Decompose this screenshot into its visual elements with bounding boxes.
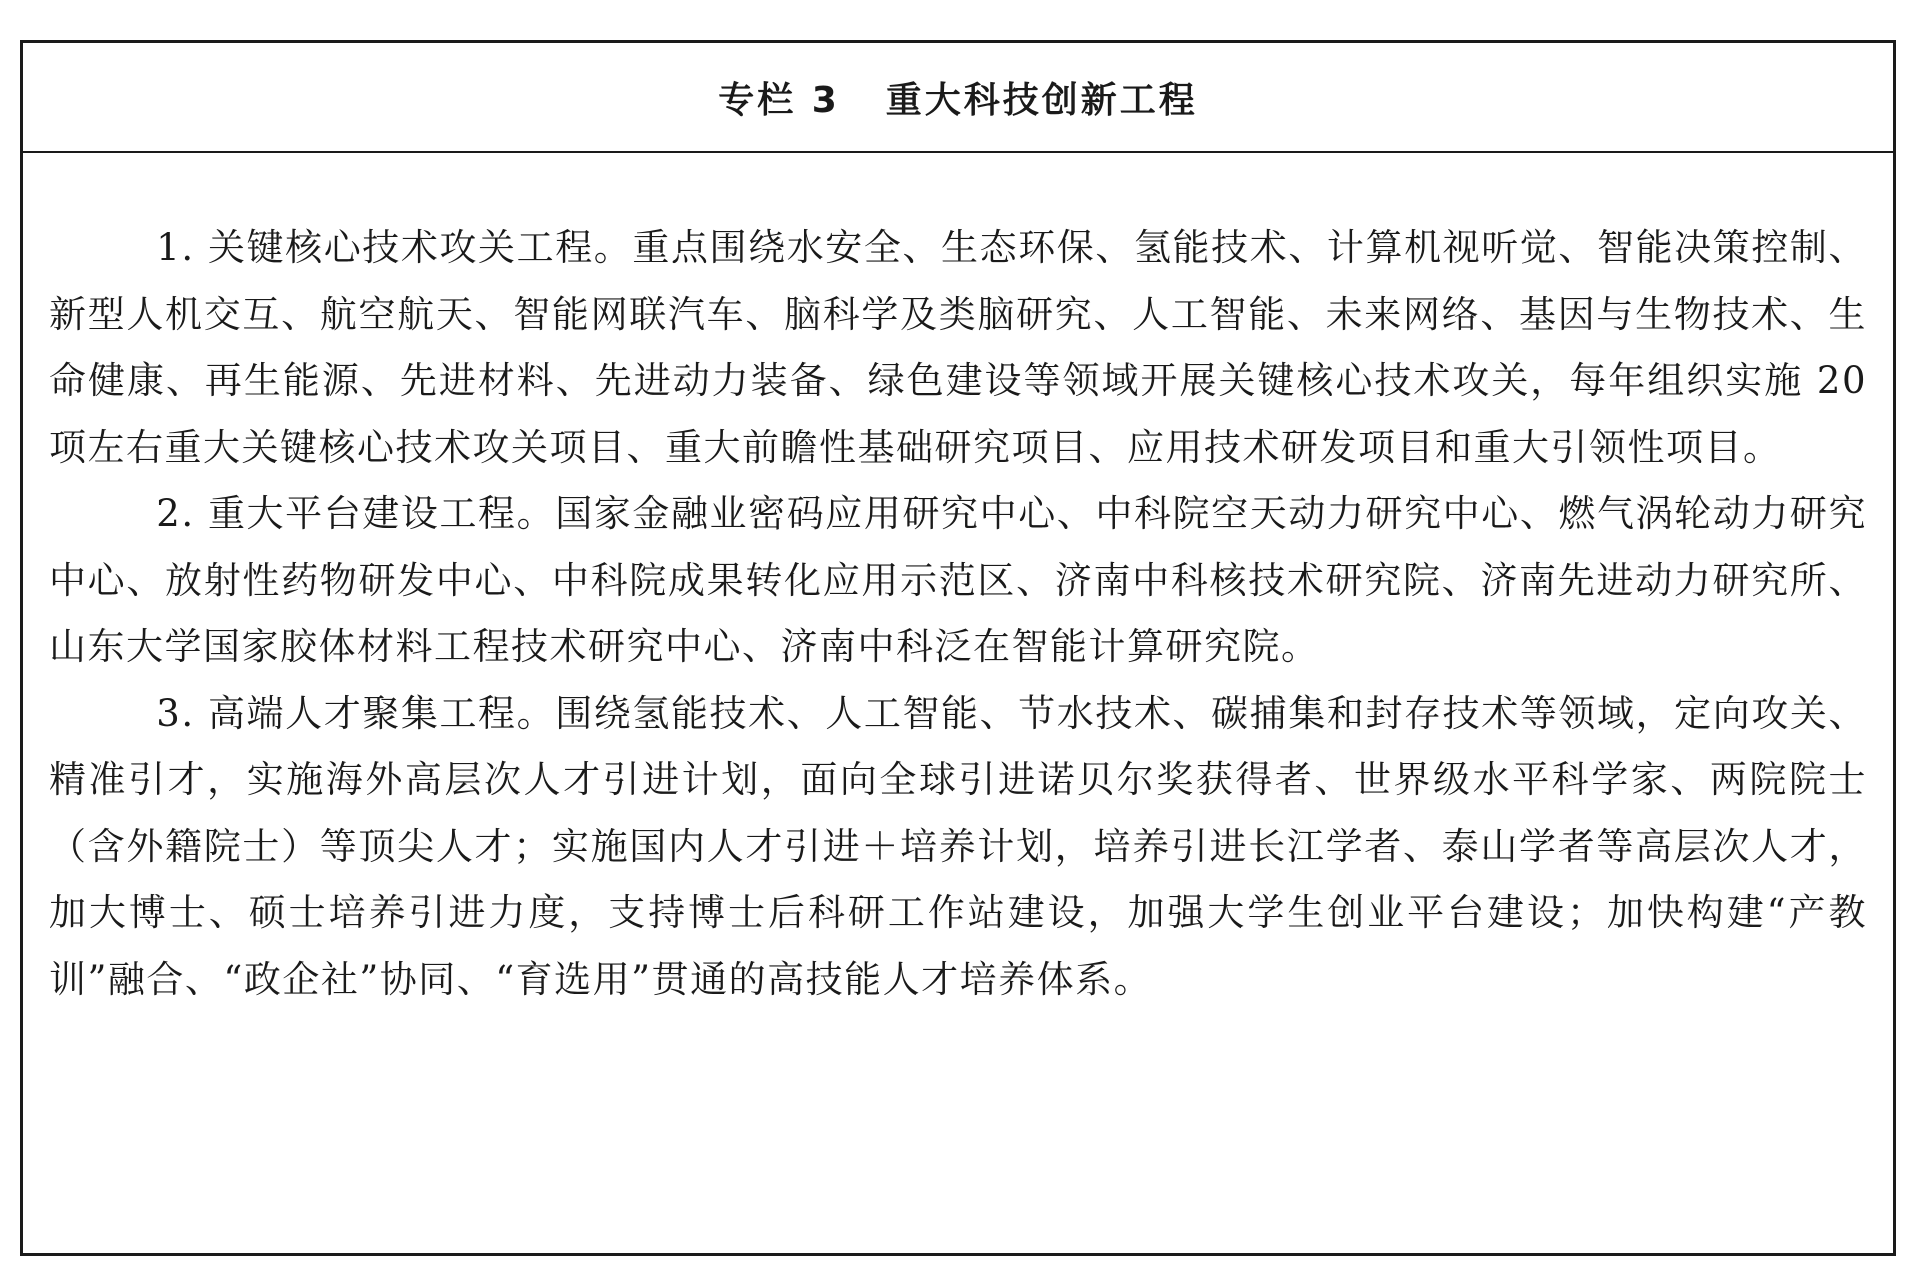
paragraph-key-technology: 1. 关键核心技术攻关工程。重点围绕水安全、生态环保、氢能技术、计算机视听觉、智能决策控制、新型人机交互、航空航天、智能网联汽车、脑科学及类脑研究、人工智能、未来网络、基因与生物技术、生命健康、再生能源、先进材料、先进动力装备、绿色建设等领域开展关键核心技术攻关，每年组织实施 20 项左右重大关键核心技术攻关项目、重大前瞻性基础研究项目、应用技术研发项目和重大引领性项目。 [49,226,1867,469]
panel-header [23,43,1893,153]
panel-title-label: 专栏 3 [718,79,840,121]
panel-body [23,153,1893,1013]
paragraph-talent-gathering: 3. 高端人才聚集工程。围绕氢能技术、人工智能、节水技术、碳捕集和封存技术等领域，定向攻关、精准引才，实施海外高层次人才引进计划，面向全球引进诺贝尔奖获得者、世界级水平科学家、两院院士（含外籍院士）等顶尖人才；实施国内人才引进＋培养计划，培养引进长江学者、泰山学者等高层次人才，加大博士、硕士培养引进力度，支持博士后科研工作站建设，加强大学生创业平台建设；加快构建“产教训”融合、“政企社”协同、“育选用”贯通的高技能人才培养体系。 [49,691,1867,1001]
panel-title [718,72,1198,123]
paragraph-platform-construction: 2. 重大平台建设工程。国家金融业密码应用研究中心、中科院空天动力研究中心、燃气涡轮动力研究中心、放射性药物研发中心、中科院成果转化应用示范区、济南中科核技术研究院、济南先进动力研究所、山东大学国家胶体材料工程技术研究中心、济南中科泛在智能计算研究院。 [49,492,1867,668]
panel-title-name: 重大科技创新工程 [885,79,1198,121]
column-panel [20,40,1896,1256]
